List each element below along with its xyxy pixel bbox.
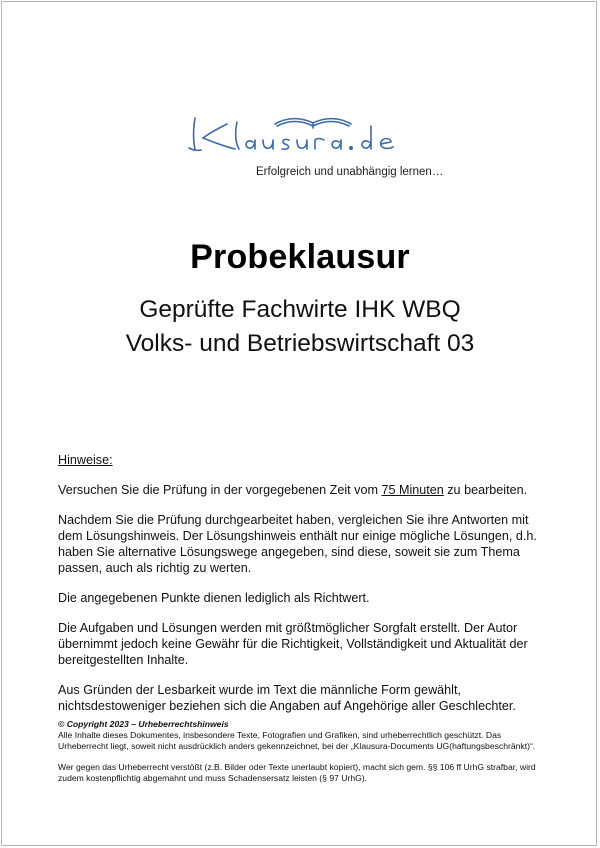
copyright-text-2: Wer gegen das Urheberrecht verstößt (z.B. Bilder oder Texte unerlaubt kopiert), macht sich gem. §§ 106 ff UrhG strafbar, wird zudem kostenpflichtig abgemahnt und muss Schadensersatz leisten (§ 97 UrhG). [58, 762, 536, 783]
hints-section [58, 452, 548, 728]
hint-time-before: Versuchen Sie die Prüfung in der vorgegebenen Zeit vom [58, 483, 382, 497]
hint-time [58, 482, 548, 498]
tagline: Erfolgreich und unabhängig lernen… [256, 166, 444, 178]
hint-time-duration: 75 Minuten [381, 483, 444, 497]
copyright-text-1: Alle Inhalte dieses Dokumentes, insbesondere Texte, Fotografien und Grafiken, sind urheberrechtlich geschützt. Das Urheberrecht liegt, soweit nicht ausdrücklich anders gekennzeichnet, bei der „Klausura-Documents UG(haftungsbeschränkt)“. [58, 730, 536, 751]
hint-gender: Aus Gründen der Lesbarkeit wurde im Text die männliche Form gewählt, nichtsdestoweniger beziehen sich die Angaben auf Angehörige aller Geschlechter. [58, 683, 516, 713]
copyright-heading: © Copyright 2023 – Urheberrechtshinweis [58, 719, 229, 729]
subtitle-line-1: Geprüfte Fachwirte IHK WBQ [139, 296, 461, 323]
klausura-logo [183, 104, 433, 168]
hint-solution: Nachdem Sie die Prüfung durchgearbeitet haben, vergleichen Sie ihre Antworten mit dem Lösungshinweis. Der Lösungshinweis enthält nur einige mögliche Lösungen, d.h. haben Sie alternative Lösungswege angegeben, sind diese, soweit sie zum Thema passen, auch als richtig zu werten. [58, 513, 537, 575]
copyright-section [58, 719, 550, 794]
hint-disclaimer: Die Aufgaben und Lösungen werden mit größtmöglicher Sorgfalt erstellt. Der Autor übernimmt jedoch keine Gewähr für die Richtigkeit, Vollständigkeit und Aktualität der bereitgestellten Inhalte. [58, 621, 528, 667]
hints-heading: Hinweise: [58, 453, 113, 467]
hint-points: Die angegebenen Punkte dienen lediglich als Richtwert. [58, 591, 370, 605]
hint-time-after: zu bearbeiten. [443, 483, 528, 497]
subtitle-line-2: Volks- und Betriebswirtschaft 03 [125, 330, 475, 357]
page-title: Probeklausur [190, 238, 410, 276]
klausura-logo-icon [183, 104, 433, 168]
